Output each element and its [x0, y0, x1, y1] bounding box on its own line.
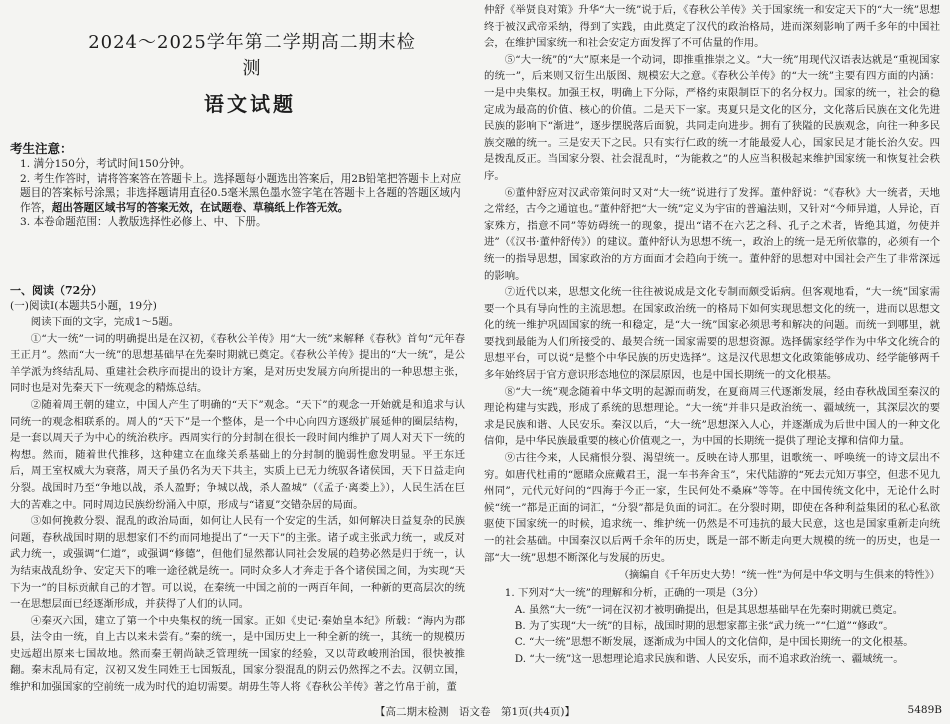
- subject-title: 语文试题: [204, 92, 296, 116]
- paragraph-2: ②随着周王朝的建立，中国人产生了明确的“天下”观念。“天下”的观念一开始就是和追求与认同统一的观念相联系的。周人的“天下”是一个整体，是一个中心向四方逐级扩展延伸的圈层结构，是一套以周天子为中心的统治秩序。西周实行的分封制在很长一段时间内维护了周人对天下一统的构想。然而，随着世代推移，这种建立在血缘关系基础上的分封制的脆弱性愈发明显。平王东迁后，周王室权威大为衰落，周天子虽仍名为天下共主，实质上已无力统驭各诸侯国，天下日益走向分裂。战国时乃至“争地以战，杀人盈野；争城以战，杀人盈城”（《孟子·离娄上》），人民生活在巨大的苦难之中。同时周边民族纷纷涌入中原，形成与“诸夏”交错杂居的局面。: [10, 398, 465, 511]
- paragraph-3: ③如何挽救分裂、混乱的政治局面，如何让人民有一个安定的生活，如何解决日益复杂的民族问题，春秋战国时期的思想家们不约而同地提出了“一天下”的主张。诸子或主张武力统一，或反对武力统一，或强调“仁道”，或强调“修德”，但他们显然都认同社会发展的趋势必然是归于统一，认为结束战乱纷争、安定天下的唯一途径就是统一。同时众多人才奔走于各个诸侯国之间，为实现“天下为一”的目标贡献自己的才智。可以说，在秦统一中国之前的一两百年间，一种新的更高层次的统一在思想层面已经逐渐形成，并获得了人们的认同。: [10, 515, 465, 611]
- question-1-stem: 1. 下列对“大一统”的理解和分析，正确的一项是（3分）: [504, 587, 764, 600]
- paragraph-6: ⑥董仲舒应对汉武帝策问时又对“大一统”说进行了发挥。董仲舒说：“《春秋》大一统者，天地之常经，古今之通谊也。”董仲舒把“大一统”定义为宇宙的普遍法则，又针对“今师异道，人异论，百家殊方，指意不同”等妨碍统一的现象，提出“诸不在六艺之科、孔子之术者，皆绝其道，勿使并进”（《汉书·董仲舒传》）的建议。董仲舒认为思想不统一，政治上的统一是无所依靠的，必须有一个统一的指导思想，国家政治的方方面面才会趋向于统一。董仲舒的思想对中国社会产生了非常深远的影响。: [484, 186, 940, 282]
- section-heading: 一、阅读（72分）: [10, 284, 103, 297]
- question-1-option-d: D. “大一统”这一思想理论追求民族和谐、人民安乐，而不追求政治统一、疆域统一。: [514, 652, 904, 665]
- notice-item-2-emphasis: 超出答题区域书写的答案无效，在试题卷、草稿纸上作答无效。: [51, 201, 349, 214]
- question-1-option-c: C. “大一统”思想不断发展，逐渐成为中国人的文化信仰，是中国长期统一的文化根基。: [514, 636, 914, 649]
- notice-block: [20, 157, 465, 230]
- notice-item-2-text: 2. 考生作答时，请将答案答在答题卡上。选择题每小题选出答案后，用2B铅笔把答题卡上对应题目的答案标号涂黑；非选择题请用直径0.5毫米黑色墨水签字笔在答题卡上各题的答题区域内作答，: [20, 172, 462, 214]
- right-article-body: [484, 2, 940, 667]
- notice-item-3: 3. 本卷命题范围：人教版选择性必修上、中、下册。: [20, 216, 267, 229]
- paragraph-9: ⑨古往今来，人民痛恨分裂、渴望统一。反映在诗人那里，诅歌统一、呼唤统一的诗文层出不穷。如唐代杜甫的“愿睹众庶戴君王，混一车书奔舍玉”，宋代陆游的“死去元知万事空，但悲不见九州同”，元代元好问的“四海于今正一家，生民何处不桑麻”等等。在中国传统文化中，无论什么时候“统一”都是正面的词汇，“分裂”都是负面的词汇。在分裂时期，即使在各种利益集团的私心私欲驱使下国家统一的时候，追求统一、维护统一仍然是不可违抗的最大民意，这也是国家重新走向统一的社会基础。中国秦汉以后两千余年的历史，既是一部不断走向更大规模的统一的历史，也是一部“大一统”思想不断深化与发展的历史。: [484, 452, 940, 564]
- paragraph-1: ①“大一统”一词的明确提出是在汉初，《春秋公羊传》用“大一统”来解释《春秋》首句“元年春王正月”。然而“大一统”的思想基础早在先秦时期就已奠定。《春秋公羊传》提出的“大一统”，是公羊学派为终结乱局、重建社会秩序而提出的设计方案，是对历史发展方向所提出的一种思想主张，同时也是对先秦天下一统观念的精炼总结。: [10, 332, 465, 395]
- paper-code: 5489B: [907, 704, 942, 716]
- paragraph-7: ⑦近代以来，思想文化统一往往被说成是文化专制而颇受诟病。但客观地看，“大一统”国家需要一个具有导向性的主流思想。在国家政治统一的格局下如何实现思想文化的统一，进而以思想文化的统一维护巩固国家的统一和稳定，是“大一统”国家必须思考和解决的问题。而统一到哪里，就要找到最能为人们所接受的、最契合统一国家需要的思想资源。选择儒家经学作为中华文化统合的思想平台，可以说“是整个中华民族的历史选择”。这是汉代思想文化政策能够成功、经学能够两千多年始终居于官方意识形态地位的深层原因，也是中国长期统一的文化根基。: [484, 286, 940, 382]
- paragraph-4-continued: 仲舒《举贤良对策》升华“大一统”说于后，《春秋公羊传》关于国家统一和安定天下的“大一统”思想终于被汉武帝采纳，得到了实践，由此奠定了汉代的政治格局，进而深刻影响了两千多年的中国社会，在维护国家统一和社会安定方面发挥了不可估量的作用。: [484, 4, 940, 50]
- question-1-option-b: B. 为了实现“大一统”的目标，战国时期的思想家都主张“武力统一”“仁道”“修政”。: [514, 620, 894, 632]
- paragraph-4: ④秦灭六国，建立了第一个中央集权的统一国家。正如《史记·秦始皇本纪》所载：“海内为郡县，法令由一统，自上古以来未尝有。”秦的统一，是中国历史上一种全新的统一，其统一的规模历史远超出原来七国故地。然而秦王朝尚缺乏管理统一国家的经验，又以苛政峻刑治国，很快被推翻。秦末乱局有定，汉初又发生同姓王七国叛乱，国家分裂混乱的阴云仍然挥之不去。汉朝立国，维护和加强国家的空前统一成为时代的迫切需要。胡毋生等人将《春秋公羊传》著之竹帛于前，董: [10, 614, 465, 694]
- paragraph-8: ⑧“大一统”观念随着中华文明的起源而萌发，在夏商周三代逐渐发展，经由春秋战国至秦汉的理论构建与实践，形成了系统的思想理论。“大一统”并非只是政治统一、疆域统一，其深层次的要求是民族和谐、人民安乐。秦汉以后，“大一统”思想深入人心，并逐渐成为后世中国人的一种文化信仰，是中华民族最重要的核心价值观之一，为中国的长期统一提供了理论支撑和信仰力量。: [484, 385, 940, 448]
- question-1-option-a: A. 虽然“大一统”一词在汉初才被明确提出，但是其思想基础早在先秦时期就已奠定。: [514, 603, 904, 616]
- instruction: 阅读下面的文字，完成1～5题。: [30, 316, 180, 328]
- left-article-body: [10, 314, 465, 696]
- paragraph-5: ⑤“大一统”的“大”原来是一个动词，即推重推崇之义。“大一统”用现代汉语表达就是“重视国家的统一”，后来则又衍生出版图、规模宏大之意。《春秋公羊传》的“大一统”主要有四方面的内涵：一是中央集权。加强王权，明确上下分际，严格约束限制臣下的名分权力。国家的统一，社会的稳定成为最高的价值、核心的价值。二是天下一家。夷夏只是文化的区分，文化落后民族在文化先进民族的影响下“渐进”，逐步摆脱落后面貌，共同走向进步。拥有了狭隘的民族观念，向往一种多民族交融的统一。三是安天下之民。只有实行仁政的统一才能最爱人心，国家民足才能长治久安。四是拨乱反正。当国家分裂、社会混乱时，“为能救之”的人应当积极起来维护国家统一和恢复社会秩序。: [484, 53, 940, 182]
- notice-item-1: 1. 满分150分，考试时间150分钟。: [20, 158, 191, 170]
- question-1: [484, 585, 940, 667]
- notice-item-2: [20, 172, 465, 216]
- page-footer: 【高二期末检测 语文卷 第1页(共4页)】: [374, 706, 576, 718]
- subsection-heading: (一)阅读Ⅰ(本题共5小题，19分): [10, 300, 157, 312]
- notice-heading: 考生注意：: [10, 141, 73, 156]
- exam-title: 2024～2025学年第二学期高二期末检测: [88, 32, 416, 79]
- source-citation: （摘编自《千年历史大势！“统一性”为何是中华文明与生俱来的特性》）: [618, 570, 940, 582]
